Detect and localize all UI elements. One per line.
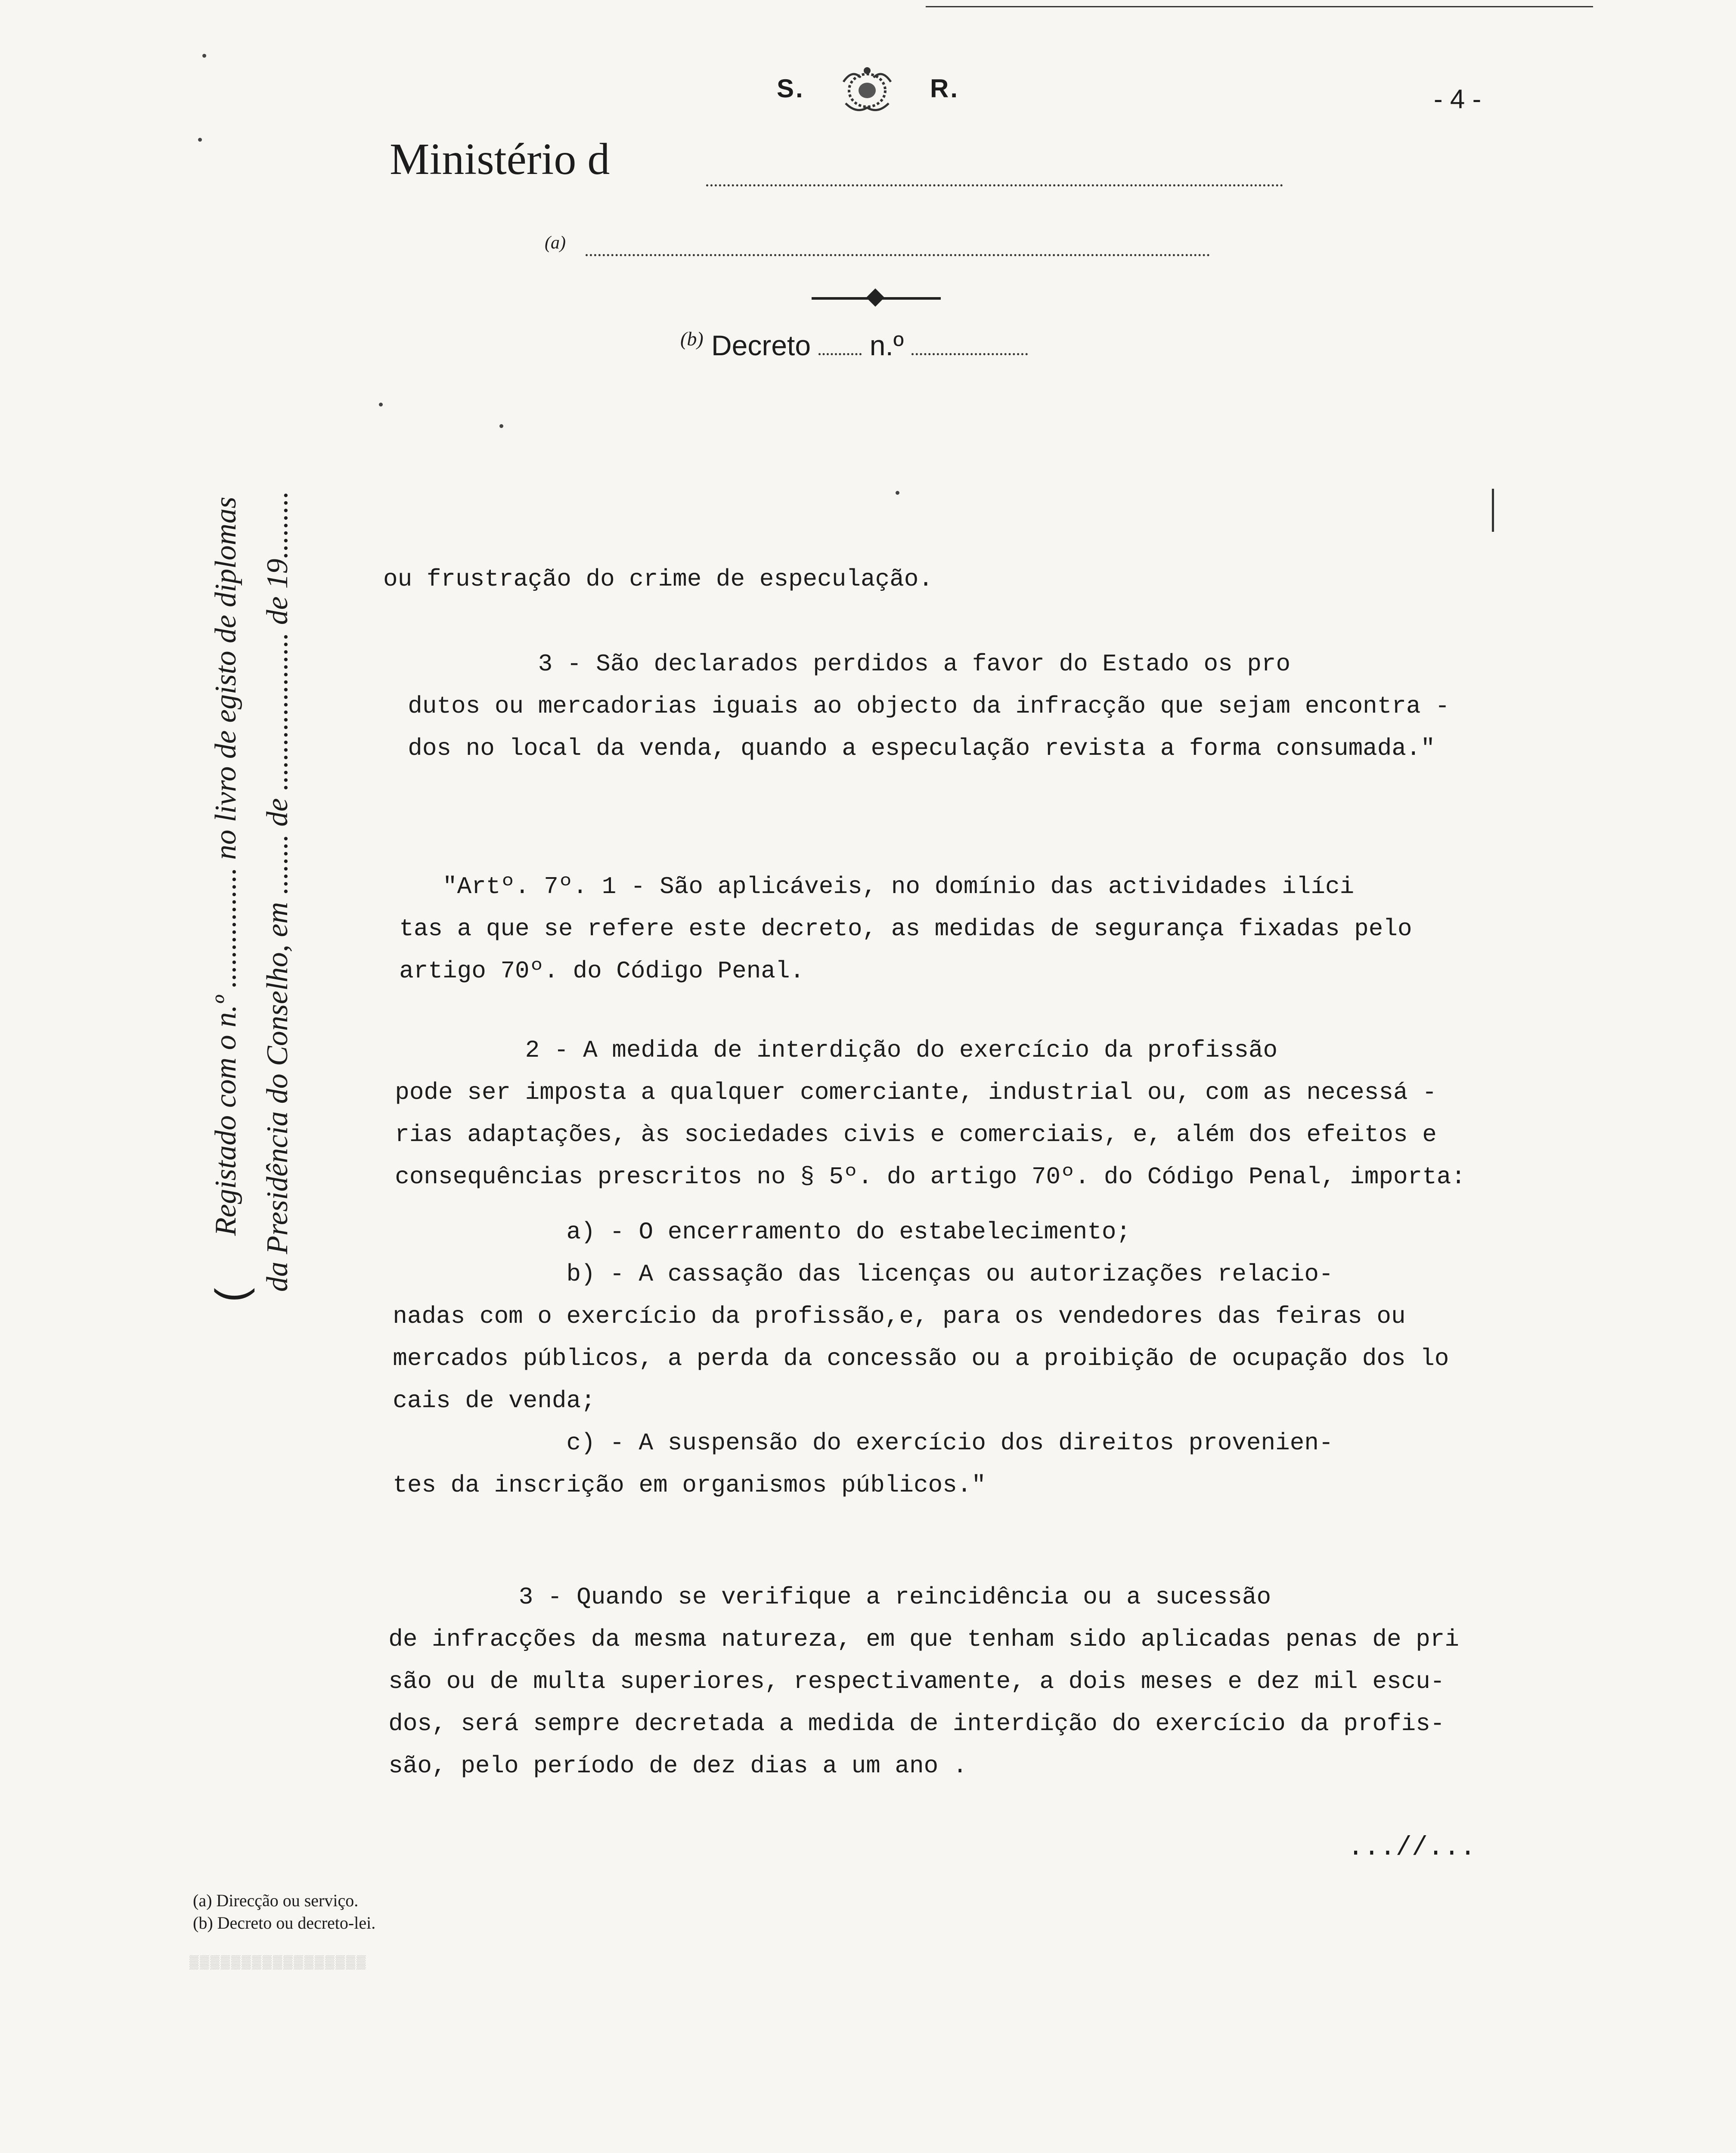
paragraph-1: ou frustração do crime de especulação. bbox=[383, 565, 933, 593]
decree-label: Decreto bbox=[711, 329, 811, 361]
footnote-a-marker: (a) bbox=[545, 233, 566, 253]
paragraph-3: "Artº. 7º. 1 - São aplicáveis, no domínio das actividades ilíci tas a que se refere este decreto, as medidas de segurança fixadas pelo artigo 70º. do Código Penal. bbox=[399, 873, 1412, 985]
scan-speck bbox=[896, 491, 899, 495]
continuation-mark: ...//... bbox=[1348, 1832, 1476, 1863]
registry-line-1: Registado com o n.º ................ no livro de egisto de diplomas bbox=[209, 496, 242, 1236]
page-number: - 4 - bbox=[1434, 84, 1482, 114]
paragraph-6: 3 - Quando se verifique a reincidência ou a sucessão de infracções da mesma natureza, em que tenham sido aplicadas penas de pri são ou de multa superiores, respectivamente, a dois meses e dez mil escu- dos, será sempre decretada a medida de interdição do exercício da profis- são, pelo período de dez dias a um ano . bbox=[388, 1583, 1460, 1780]
divider-ornament bbox=[866, 289, 884, 307]
paragraph-5: a) - O encerramento do estabelecimento; b) - A cassação das licenças ou autorizações relacio- nadas com o exercício da profissão,e, para os vendedores das feiras ou mercados públicos, a perda da concessão ou a proibição de ocupação dos lo cais de venda; c) - A suspensão do exercício dos direitos provenien- tes da inscrição em organismos públicos." bbox=[393, 1218, 1449, 1499]
registry-line-2: da Presidência do Conselho, em ........ de ..................... de 19......... bbox=[261, 491, 294, 1292]
scan-speck bbox=[379, 403, 383, 406]
coat-of-arms-icon bbox=[835, 65, 899, 116]
printer-mark-illegible: ▒▒▒▒▒▒▒▒▒▒▒▒▒▒▒▒▒ bbox=[189, 1955, 367, 1969]
header-right-letter: R. bbox=[930, 74, 960, 103]
scan-top-rule bbox=[926, 6, 1593, 7]
scan-speck bbox=[198, 138, 202, 142]
scan-edge-mark bbox=[1492, 489, 1494, 532]
number-label: n.º bbox=[869, 329, 904, 361]
paragraph-2: 3 - São declarados perdidos a favor do Estado os pro dutos ou mercadorias iguais ao objecto da infracção que sejam encontra - dos no local da venda, quando a especulação revista a forma consumada." bbox=[408, 650, 1450, 762]
service-fill-line bbox=[586, 254, 1210, 256]
number-fill-line bbox=[911, 351, 1028, 355]
footnote-a: (a) Direcção ou serviço. bbox=[193, 1891, 359, 1910]
scan-speck bbox=[499, 424, 503, 428]
decree-line bbox=[680, 327, 1028, 362]
scan-speck bbox=[202, 54, 206, 58]
decree-fill-line bbox=[818, 351, 862, 355]
paragraph-4: 2 - A medida de interdição do exercício da profissão pode ser imposta a qualquer comerciante, industrial ou, com as necessá - rias adaptações, às sociedades civis e comerciais, e, além dos efeitos e consequências prescritos no § 5º. do artigo 70º. do Código Penal, importa: bbox=[395, 1036, 1466, 1191]
footnote-b: (b) Decreto ou decreto-lei. bbox=[193, 1913, 376, 1933]
header-left-letter: S. bbox=[776, 74, 805, 103]
ministry-title: Ministério d bbox=[390, 134, 610, 184]
footnote-b-marker: (b) bbox=[680, 328, 704, 350]
ministry-fill-line bbox=[706, 184, 1283, 186]
side-bracket: ( bbox=[207, 1287, 255, 1303]
